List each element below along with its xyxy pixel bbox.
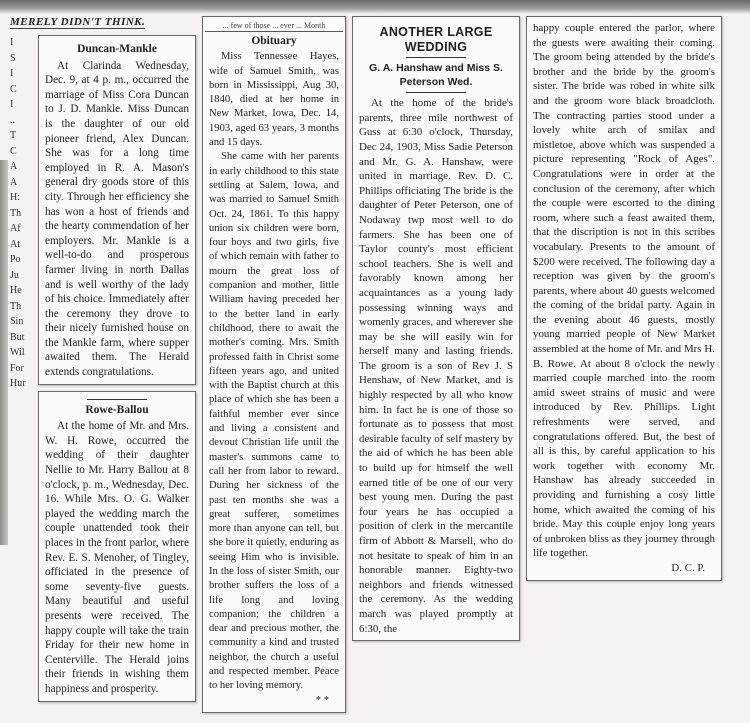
article-paragraph: She came with her parents in early childhood to this state settling at Salem, Iowa, and was married to Samuel Smith Oct. 24, 1861. To this happy union six children were born, four boys and two girls, five of which remain with father to mourn the great loss of companion and mother, little William having preceded her to the better land in early childhood, there to await the mother's coming. Mrs. Smith professed faith in Christ some fifteen years ago, and united with the Baptist church at this place of which she has been a faithful member ever since and living a consistent and devout Christian life until the master's summons came to call her from labor to reward. During her sickness of the past ten months she was a great sufferer, sometimes more than anyone can tell, but she bore it quietly, enduring as seeing Him who is invisible. In the loss of sister Smith, our brother suffers the loss of a life long and loving companion; the children a dear and precious mother, the community a kind and trusted neighbor, the church a useful and respected member. Peace to her loving memory. <box>209 151 339 692</box>
margin-letter: C <box>10 145 17 157</box>
signature: D. C. P. <box>671 561 705 574</box>
margin-letter: For <box>10 362 24 374</box>
signature: * * <box>315 694 329 706</box>
margin-letter: A <box>10 161 18 172</box>
margin-letter: H: <box>10 192 20 203</box>
background-clipping-header: MERELY DIDN'T THINK. <box>10 16 146 28</box>
margin-letter: .. <box>10 114 15 126</box>
clipping-wedding-continuation <box>526 16 722 581</box>
headline: ANOTHER LARGE WEDDING <box>379 25 493 54</box>
divider <box>87 399 147 400</box>
margin-letter: Af <box>10 223 21 234</box>
margin-letter: Sin <box>10 316 24 327</box>
margin-letter: But <box>10 331 25 343</box>
margin-fragment-letters <box>10 35 34 392</box>
article-paragraph: At the home of the bride's parents, three mile northwest of Guss at 6:30 o'clock, Thursday, Dec 24, 1903, Miss Sadie Peterson and Mr. G. A. Hanshaw, were united in marriage. Rev. D. C. Phillips officiating The bride is the daughter of Peter Peterson, one of Nodaway twp most well to do farmers. She has been one of Taylor county's most efficient school teachers. She is well and favorably known among her acquaintances as a young lady possessing winning ways and womenly graces, and wherever she may be she will easily win for herself many and lasting friends. The groom is a son of Rev J. S Henshaw, of New Market, and is highly respected by all who know him. In fact he is one of those so fortunate as to possess that most desirable faculty of self mastery by the aid of which he has been able to build up for himself the well earned title of be one of our very best young men. During the past four years he has occupied a position of clerk in the mercantile firm of Abbott & Marsell, who do not hesitate to speak of him in an honorable manner. Eighty-two neighbors and friends witnessed the ceremony. As the wedding march was played promptly at 6:30, the <box>359 97 513 635</box>
left-column-body <box>10 35 196 702</box>
margin-letter: Th <box>10 207 22 219</box>
article-paragraph: At the home of Mr. and Mrs. W. H. Rowe, occurred the wedding of their daughter Nellie to Mr. Harry Ballou at 8 o'clock, p. m., Wednesday, Dec. 16. While Mrs. O. G. Walker played the wedding march the couple unattended took their places in the front parlor, where Rev. E. S. Menoher, of Tingley, officiated in the presence of some seventy-five guests. Many beautiful and useful presents were received. The happy couple will take the train Friday for their new home in Centerville. The Herald joins their friends in wishing them happiness and prosperity. <box>45 420 189 695</box>
margin-letter: At <box>10 238 20 250</box>
divider <box>406 92 466 93</box>
margin-letter: Ju <box>10 269 19 281</box>
margin-letter: Po <box>10 254 21 265</box>
margin-letter: I <box>10 37 14 48</box>
clipping-rowe-ballou <box>38 391 196 702</box>
subheadline: G. A. Hanshaw and Miss S. Peterson Wed. <box>369 62 503 89</box>
margin-letter: A <box>10 176 18 188</box>
margin-letter: Hur <box>10 378 26 389</box>
margin-letter: I <box>10 68 14 79</box>
margin-letter: S <box>10 52 16 64</box>
clipping-obituary <box>202 16 346 713</box>
clipping-another-large-wedding <box>352 16 520 641</box>
article-paragraph: At Clarinda Wednesday, Dec. 9, at 4 p. m., occurred the marriage of Miss Cora Duncan to J. D. Mankle. Miss Duncan is the daughter of our old pioneer friend, Alex Duncan. She was for a long time employed in R. A. Mason's general dry goods store of this city. Through her efficiency she has won a host of friends and the hearty commendation of her employers. Mr. Mankle is a well-to-do and prosperous farmer living in north Dallas and is well worthy of the lady of his choice. Immediately after the ceremony they drove to their nicely furnished house on the Mankle farm, where supper awaited them. The Herald extends congratulations. <box>45 59 189 379</box>
left-column <box>10 16 196 702</box>
article-title: Obituary <box>251 35 297 47</box>
article-paragraph: happy couple entered the parlor, where the guests were awaiting their coming. The groom being attended by the bride's brother and the bride by the groom's sister. The bride was robed in white silk and the groom wore black broadcloth. The contracting parties stood under a lovely white arch of smilax and mistletoe, above which was suspended a picture representing "Rock of Ages". Congratulations were in order at the conclusion of the ceremony, after which the couple were escorted to the dining room, where such a feast awaited them, that the discription is not in this scribes vocabulary. Presents to the amount of $200 were received. The following day a reception was given by the groom's parents, where about 40 guests welcomed the coming of the bridal party. Again in the evening about 46 guests, mostly young married people of New Market assembled at the home of Mr. and Mrs H. B. Rowe. At about 8 o'clock the newly married couple marched into the room amid sweet strains of music and were introduced by Rev. Phillips. Light refreshments were served, and congratulations offered. But, the best of all is this, by careful application to his work together with economy Mr. Hanshaw has already succeeded in providing and furnishing a cosy little home, which awaited the coming of his bride. May this couple enjoy long years of unbroken bliss as they journey through life together. <box>533 22 715 560</box>
margin-letter: Wil <box>10 347 25 358</box>
divider <box>406 57 466 58</box>
margin-letter: C <box>10 83 17 95</box>
left-clippings <box>38 35 196 702</box>
article-title: Rowe-Ballou <box>85 403 149 416</box>
margin-letter: T <box>10 130 17 141</box>
margin-letter: Th <box>10 300 22 312</box>
top-strip-text: ... few of those ... ever ... Month <box>205 21 343 32</box>
article-paragraph: Miss Tennessee Hayes, wife of Samuel Smith, was born in Mississippi, Aug 30, 1840, died at her home in New Market, Iowa, Dec. 14, 1903, aged 63 years, 3 months and 15 days. <box>209 51 339 149</box>
clipping-duncan-mankle <box>38 35 196 385</box>
margin-letter: He <box>10 285 22 296</box>
article-title: Duncan-Mankle <box>77 43 157 55</box>
margin-letter: I <box>10 99 14 110</box>
